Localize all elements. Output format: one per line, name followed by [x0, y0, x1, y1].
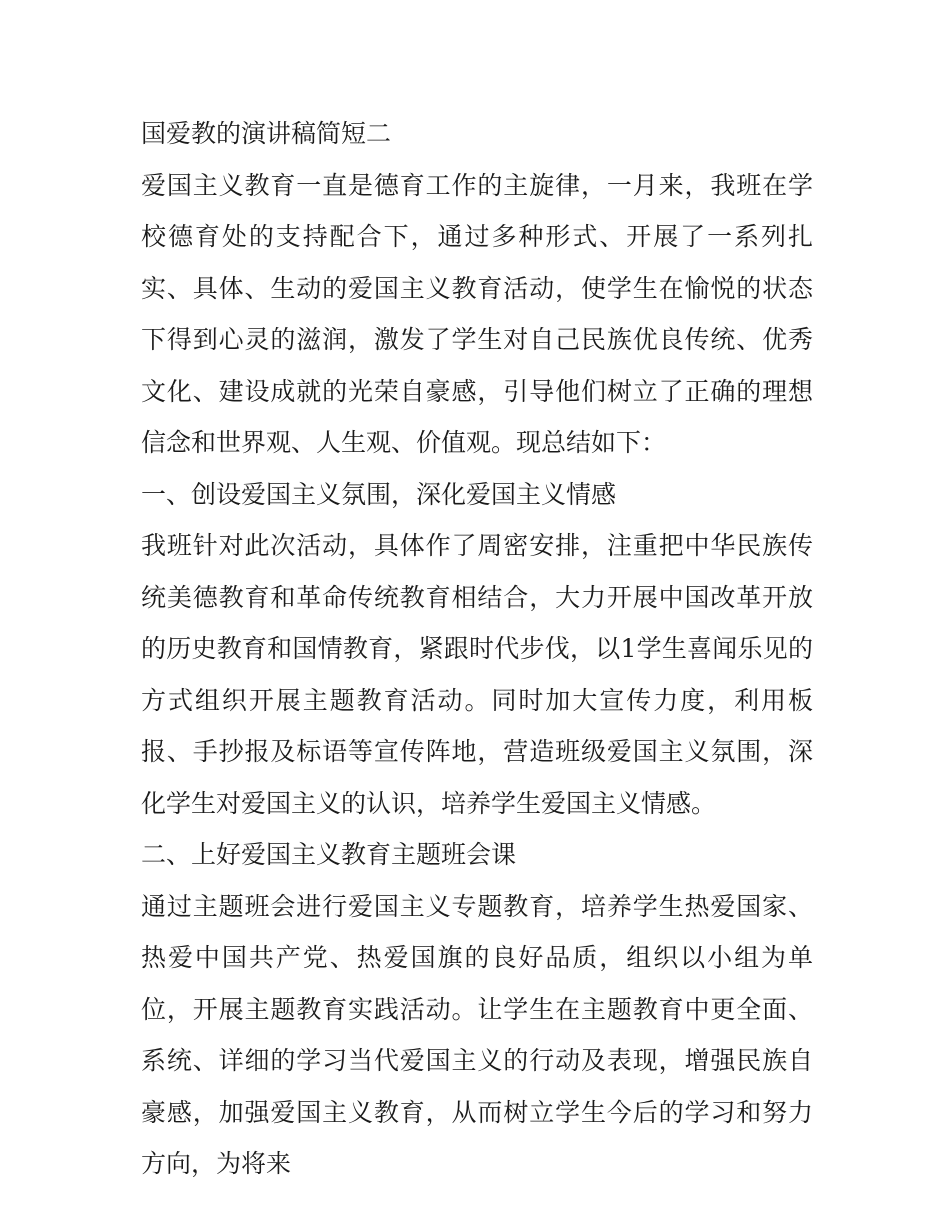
- section-2-paragraph: 通过主题班会进行爱国主义专题教育，培养学生热爱国家、热爱中国共产党、热爱国旗的良好品质，组织以小组为单位，开展主题教育实践活动。让学生在主题教育中更全面、系统、详细的学习当代爱国主义的行动及表现，增强民族自豪感，加强爱国主义教育，从而树立学生今后的学习和努力方向，为将来: [141, 891, 813, 1178]
- intro-paragraph: 爱国主义教育一直是德育工作的主旋律，一月来，我班在学校德育处的支持配合下，通过多种形式、开展了一系列扎实、具体、生动的爱国主义教育活动，使学生在愉悦的状态下得到心灵的滋润，激发了学生对自己民族优良传统、优秀文化、建设成就的光荣自豪感，引导他们树立了正确的理想信念和世界观、人生观、价值观。现总结如下：: [141, 170, 813, 457]
- section-1-paragraph: 我班针对此次活动，具体作了周密安排，注重把中华民族传统美德教育和革命传统教育相结合，大力开展中国改革开放的历史教育和国情教育，紧跟时代步伐，以1学生喜闻乐见的方式组织开展主题教育活动。同时加大宣传力度，利用板报、手抄报及标语等宣传阵地，营造班级爱国主义氛围，深化学生对爱国主义的认识，培养学生爱国主义情感。: [141, 531, 813, 818]
- section-1-heading: 一、创设爱国主义氛围，深化爱国主义情感: [141, 479, 617, 509]
- document-body: [141, 108, 813, 1190]
- document-title: 国爱教的演讲稿简短二: [141, 119, 392, 148]
- section-2-heading: 二、上好爱国主义教育主题班会课: [141, 840, 517, 869]
